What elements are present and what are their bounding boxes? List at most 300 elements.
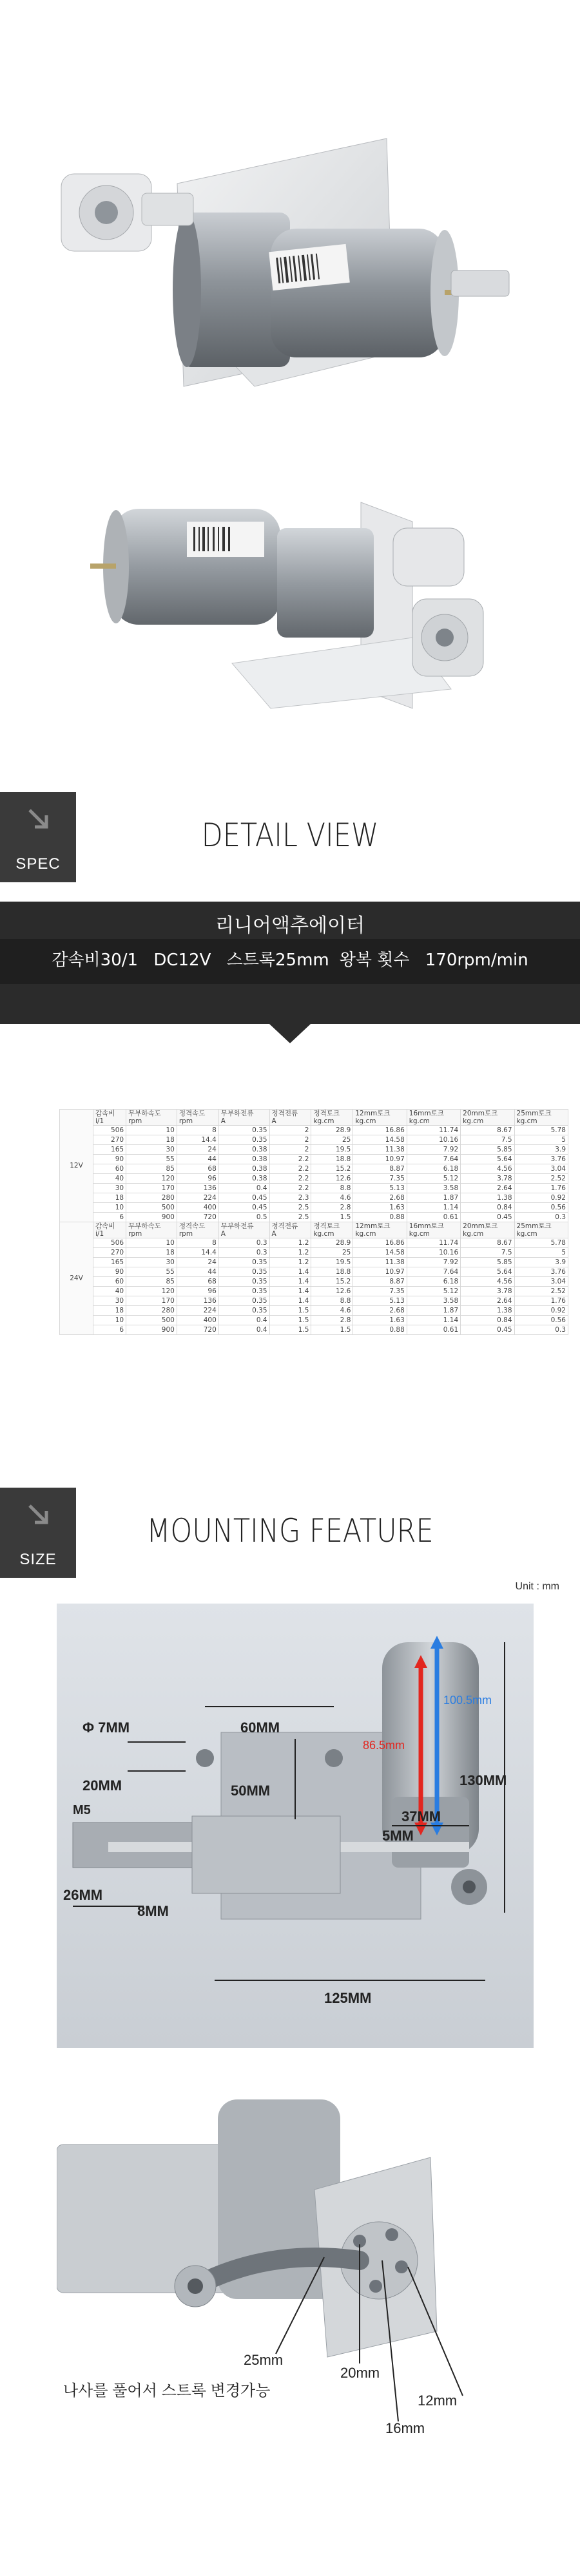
spec-cell: 280 (126, 1306, 177, 1316)
spec-cell: 30 (93, 1184, 126, 1193)
spec-cell: 0.3 (514, 1213, 568, 1222)
spec-cell: 7.92 (407, 1258, 460, 1267)
stroke-16mm: 16mm (385, 2420, 425, 2436)
mounting-photo (57, 1604, 534, 2048)
spec-cell: 0.38 (218, 1164, 269, 1174)
dim-hole-diameter: Φ 7MM (82, 1719, 130, 1736)
spec-cell: 2.64 (461, 1184, 514, 1193)
spec-cell: 6.18 (407, 1277, 460, 1287)
spec-cell: 2.52 (514, 1174, 568, 1184)
spec-cell: 30 (93, 1296, 126, 1306)
spec-cell: 25 (311, 1248, 353, 1258)
spec-cell: 96 (177, 1287, 218, 1296)
header-unit: rpm (128, 1117, 142, 1125)
spec-cell: 1.4 (269, 1277, 311, 1287)
spec-column-header (353, 1222, 407, 1238)
spec-cell: 270 (93, 1135, 126, 1145)
header-label: 12mm토크 (355, 1110, 391, 1117)
spec-cell: 500 (126, 1316, 177, 1325)
mounting-diagram (57, 1604, 534, 2048)
spec-cell: 165 (93, 1145, 126, 1155)
spec-cell: 0.61 (407, 1213, 460, 1222)
spec-cell: 1.5 (311, 1213, 353, 1222)
voltage-cell: 12V (60, 1110, 93, 1222)
stroke-photo (57, 2087, 534, 2557)
spec-cell: 0.84 (461, 1203, 514, 1213)
spec-cell: 16.86 (353, 1238, 407, 1248)
dim-m5-thread: M5 (73, 1803, 91, 1817)
spec-cell: 506 (93, 1126, 126, 1135)
spec-cell: 19.5 (311, 1258, 353, 1267)
dim-8mm: 8MM (137, 1903, 169, 1919)
spec-cell: 14.58 (353, 1248, 407, 1258)
spec-cell: 3.9 (514, 1258, 568, 1267)
spec-cell: 0.92 (514, 1193, 568, 1203)
spec-column-header (353, 1110, 407, 1126)
header-unit: kg.cm (355, 1230, 376, 1238)
header-unit: i/1 (95, 1117, 104, 1125)
spec-cell: 6 (93, 1213, 126, 1222)
header-label: 정격토크 (313, 1222, 340, 1230)
spec-cell: 7.5 (461, 1135, 514, 1145)
spec-column-header (218, 1110, 269, 1126)
spec-row (60, 1287, 568, 1296)
spec-cell: 3.58 (407, 1184, 460, 1193)
spec-column-header (311, 1222, 353, 1238)
spec-cell: 4.6 (311, 1193, 353, 1203)
spec-cell: 0.92 (514, 1306, 568, 1316)
spec-voltage: DC12V (153, 951, 211, 970)
spec-cell: 2.64 (461, 1296, 514, 1306)
spec-row (60, 1258, 568, 1267)
spec-cell: 0.38 (218, 1155, 269, 1164)
spec-cell: 5.12 (407, 1287, 460, 1296)
stroke-12mm: 12mm (418, 2392, 458, 2409)
spec-cell: 85 (126, 1164, 177, 1174)
spec-cell: 0.35 (218, 1287, 269, 1296)
header-label: 12mm토크 (355, 1222, 391, 1230)
spec-cell: 2.2 (269, 1184, 311, 1193)
spec-cell: 1.14 (407, 1203, 460, 1213)
header-label: 20mm토크 (463, 1222, 498, 1230)
header-unit: rpm (179, 1117, 193, 1125)
spec-table (59, 1109, 568, 1335)
spec-cell: 14.58 (353, 1135, 407, 1145)
spec-cell: 11.38 (353, 1258, 407, 1267)
spec-cell: 18 (126, 1248, 177, 1258)
spec-column-header (269, 1110, 311, 1126)
spec-cell: 2.5 (269, 1213, 311, 1222)
spec-column-header (218, 1222, 269, 1238)
header-label: 감속비 (95, 1222, 115, 1230)
spec-column-header (407, 1110, 460, 1126)
spec-cell: 10 (126, 1126, 177, 1135)
spec-cycles-value: 170rpm/min (425, 951, 528, 970)
header-unit: kg.cm (516, 1230, 537, 1238)
spec-cell: 6.18 (407, 1164, 460, 1174)
spec-cell: 0.4 (218, 1325, 269, 1335)
spec-cell: 3.58 (407, 1296, 460, 1306)
spec-cell: 19.5 (311, 1145, 353, 1155)
spec-column-header (93, 1110, 126, 1126)
spec-column-header (514, 1222, 568, 1238)
dim-37mm: 37MM (401, 1808, 441, 1824)
dim-hole-spacing: 60MM (240, 1719, 280, 1736)
header-label: 20mm토크 (463, 1110, 498, 1117)
spec-cell: 400 (177, 1203, 218, 1213)
spec-cell: 280 (126, 1193, 177, 1203)
spec-cell: 5.13 (353, 1296, 407, 1306)
spec-cell: 1.38 (461, 1306, 514, 1316)
spec-cell: 10 (126, 1238, 177, 1248)
spec-cell: 44 (177, 1267, 218, 1277)
spec-cell: 1.76 (514, 1296, 568, 1306)
stroke-change-caption: 나사를 풀어서 스트록 변경가능 (63, 2382, 271, 2400)
spec-column-header (126, 1222, 177, 1238)
spec-cell: 0.35 (218, 1267, 269, 1277)
spec-cell: 0.88 (353, 1213, 407, 1222)
spec-cell: 500 (126, 1203, 177, 1213)
spec-cell: 1.5 (311, 1325, 353, 1335)
spec-column-header (93, 1222, 126, 1238)
spec-row (60, 1164, 568, 1174)
header-unit: kg.cm (313, 1230, 334, 1238)
spec-row (60, 1203, 568, 1213)
spec-cell: 136 (177, 1184, 218, 1193)
spec-cell: 96 (177, 1174, 218, 1184)
spec-reduction-ratio: 감속비30/1 (52, 951, 139, 970)
spec-cell: 224 (177, 1306, 218, 1316)
spec-cell: 3.04 (514, 1164, 568, 1174)
spec-cell: 12.6 (311, 1287, 353, 1296)
spec-cell: 4.56 (461, 1164, 514, 1174)
spec-cell: 5.85 (461, 1258, 514, 1267)
spec-cell: 25 (311, 1135, 353, 1145)
header-unit: kg.cm (516, 1117, 537, 1125)
spec-column-header (126, 1110, 177, 1126)
spec-cell: 11.74 (407, 1238, 460, 1248)
spec-cell: 0.3 (218, 1238, 269, 1248)
spec-cell: 0.3 (514, 1325, 568, 1335)
product-photo-front (0, 0, 580, 464)
spec-cell: 15.2 (311, 1277, 353, 1287)
spec-cell: 10.97 (353, 1267, 407, 1277)
spec-cell: 14.4 (177, 1135, 218, 1145)
spec-column-header (177, 1110, 218, 1126)
spec-cell: 2.52 (514, 1287, 568, 1296)
spec-cell: 3.9 (514, 1145, 568, 1155)
spec-cell: 2.68 (353, 1193, 407, 1203)
spec-row (60, 1145, 568, 1155)
spec-cell: 506 (93, 1238, 126, 1248)
spec-cell: 1.38 (461, 1193, 514, 1203)
spec-cell: 11.74 (407, 1126, 460, 1135)
spec-column-header (311, 1110, 353, 1126)
spec-cell: 8.87 (353, 1277, 407, 1287)
header-label: 16mm토크 (409, 1222, 444, 1230)
spec-cell: 40 (93, 1287, 126, 1296)
header-label: 정격전류 (271, 1222, 298, 1230)
header-unit: kg.cm (409, 1117, 430, 1125)
spec-row (60, 1296, 568, 1306)
spec-cell: 68 (177, 1164, 218, 1174)
spec-row (60, 1238, 568, 1248)
spec-cell: 0.4 (218, 1184, 269, 1193)
stroke-adjust-photo (57, 2087, 534, 2557)
spec-cell: 0.35 (218, 1126, 269, 1135)
spec-cell: 18.8 (311, 1155, 353, 1164)
header-label: 25mm토크 (516, 1222, 552, 1230)
spec-cell: 90 (93, 1267, 126, 1277)
spec-cell: 0.4 (218, 1316, 269, 1325)
spec-cell: 1.2 (269, 1258, 311, 1267)
spec-cell: 720 (177, 1325, 218, 1335)
spec-cell: 400 (177, 1316, 218, 1325)
spec-cell: 0.35 (218, 1258, 269, 1267)
spec-cell: 270 (93, 1248, 126, 1258)
spec-cell: 5.64 (461, 1155, 514, 1164)
header-unit: A (220, 1117, 226, 1125)
spec-cell: 0.88 (353, 1325, 407, 1335)
spec-cell: 7.64 (407, 1155, 460, 1164)
spec-cell: 0.35 (218, 1277, 269, 1287)
spec-cell: 7.35 (353, 1287, 407, 1296)
spec-cell: 18 (93, 1193, 126, 1203)
header-label: 정격속도 (179, 1110, 206, 1117)
product-photo-side (0, 477, 580, 786)
spec-cell: 8.67 (461, 1126, 514, 1135)
spec-column-header (269, 1222, 311, 1238)
spec-cell: 10.97 (353, 1155, 407, 1164)
spec-cell: 60 (93, 1277, 126, 1287)
spec-cell: 0.38 (218, 1145, 269, 1155)
spec-cell: 0.38 (218, 1174, 269, 1184)
spec-row (60, 1213, 568, 1222)
spec-cell: 12.6 (311, 1174, 353, 1184)
dim-100-5mm: 100.5mm (443, 1694, 492, 1707)
header-unit: i/1 (95, 1230, 104, 1238)
spec-cell: 0.56 (514, 1316, 568, 1325)
spec-header-row (60, 1110, 568, 1126)
spec-cell: 5.78 (514, 1238, 568, 1248)
spec-cell: 0.35 (218, 1306, 269, 1316)
spec-cycles-label: 왕복 횟수 (339, 951, 410, 970)
spec-stroke: 스트록25mm (226, 951, 329, 970)
spec-cell: 5.13 (353, 1184, 407, 1193)
spec-cell: 8.87 (353, 1164, 407, 1174)
header-unit: kg.cm (409, 1230, 430, 1238)
spec-cell: 2.2 (269, 1164, 311, 1174)
spec-cell: 2 (269, 1145, 311, 1155)
header-label: 무부하속도 (128, 1110, 161, 1117)
header-label: 정격속도 (179, 1222, 206, 1230)
spec-cell: 18 (126, 1135, 177, 1145)
spec-cell: 1.4 (269, 1267, 311, 1277)
spec-cell: 15.2 (311, 1164, 353, 1174)
dim-5mm: 5MM (382, 1828, 414, 1844)
spec-column-header (461, 1222, 514, 1238)
spec-header-row (60, 1222, 568, 1238)
spec-cell: 165 (93, 1258, 126, 1267)
spec-badge-label: SPEC (15, 855, 61, 873)
header-label: 무부하전류 (220, 1222, 254, 1230)
spec-column-header (177, 1222, 218, 1238)
spec-row (60, 1184, 568, 1193)
spec-column-header (407, 1222, 460, 1238)
dim-26mm: 26MM (63, 1887, 103, 1903)
spec-cell: 0.45 (461, 1325, 514, 1335)
product-name: 리니어액추에이터 (215, 914, 365, 937)
spec-cell: 1.14 (407, 1316, 460, 1325)
spec-cell: 14.4 (177, 1248, 218, 1258)
spec-cell: 0.3 (218, 1248, 269, 1258)
spec-cell: 2 (269, 1135, 311, 1145)
spec-cell: 0.56 (514, 1203, 568, 1213)
spec-cell: 2.3 (269, 1193, 311, 1203)
spec-cell: 7.5 (461, 1248, 514, 1258)
spec-cell: 5.64 (461, 1267, 514, 1277)
header-unit: kg.cm (313, 1117, 334, 1125)
spec-row (60, 1174, 568, 1184)
spec-cell: 136 (177, 1296, 218, 1306)
spec-cell: 1.63 (353, 1203, 407, 1213)
spec-cell: 10.16 (407, 1135, 460, 1145)
spec-cell: 10 (93, 1316, 126, 1325)
header-unit: rpm (128, 1230, 142, 1238)
dim-86-5mm: 86.5mm (363, 1739, 405, 1752)
product-banner (0, 902, 580, 1024)
header-label: 25mm토크 (516, 1110, 552, 1117)
spec-cell: 2.2 (269, 1174, 311, 1184)
spec-cell: 900 (126, 1325, 177, 1335)
spec-cell: 0.5 (218, 1213, 269, 1222)
spec-cell: 4.56 (461, 1277, 514, 1287)
header-unit: kg.cm (463, 1230, 484, 1238)
size-section-header (0, 1488, 580, 1578)
spec-row (60, 1155, 568, 1164)
spec-cell: 3.76 (514, 1155, 568, 1164)
spec-cell: 0.61 (407, 1325, 460, 1335)
spec-cell: 28.9 (311, 1238, 353, 1248)
spec-row (60, 1277, 568, 1287)
spec-cell: 44 (177, 1155, 218, 1164)
spec-cell: 28.9 (311, 1126, 353, 1135)
spec-cell: 0.35 (218, 1135, 269, 1145)
spec-cell: 0.45 (461, 1213, 514, 1222)
spec-cell: 30 (126, 1145, 177, 1155)
spec-cell: 8.8 (311, 1296, 353, 1306)
spec-row (60, 1306, 568, 1316)
spec-cell: 0.84 (461, 1316, 514, 1325)
spec-cell: 3.76 (514, 1267, 568, 1277)
spec-cell: 0.35 (218, 1296, 269, 1306)
spec-cell: 1.76 (514, 1184, 568, 1193)
spec-cell: 2.68 (353, 1306, 407, 1316)
spec-cell: 900 (126, 1213, 177, 1222)
spec-cell: 1.5 (269, 1325, 311, 1335)
spec-cell: 8.67 (461, 1238, 514, 1248)
header-unit: A (271, 1117, 276, 1125)
spec-cell: 10 (93, 1203, 126, 1213)
voltage-cell: 24V (60, 1222, 93, 1335)
header-label: 무부하속도 (128, 1222, 161, 1230)
spec-cell: 1.2 (269, 1238, 311, 1248)
stroke-25mm: 25mm (244, 2352, 284, 2368)
header-unit: A (271, 1230, 276, 1238)
section-title-mounting-feature: MOUNTING FEATURE (146, 1512, 434, 1549)
spec-cell: 5.12 (407, 1174, 460, 1184)
header-label: 무부하전류 (220, 1110, 254, 1117)
banner-notch (269, 1024, 311, 1043)
spec-cell: 4.6 (311, 1306, 353, 1316)
dim-130mm: 130MM (459, 1772, 507, 1788)
size-badge-label: SIZE (19, 1551, 57, 1568)
spec-cell: 3.78 (461, 1287, 514, 1296)
dim-20mm: 20MM (82, 1777, 122, 1794)
spec-cell: 3.78 (461, 1174, 514, 1184)
spec-cell: 1.5 (269, 1306, 311, 1316)
spec-cell: 10.16 (407, 1248, 460, 1258)
spec-row (60, 1325, 568, 1335)
spec-row (60, 1193, 568, 1203)
spec-cell: 720 (177, 1213, 218, 1222)
spec-cell: 7.35 (353, 1174, 407, 1184)
spec-cell: 170 (126, 1184, 177, 1193)
spec-cell: 1.2 (269, 1248, 311, 1258)
spec-cell: 7.92 (407, 1145, 460, 1155)
header-label: 감속비 (95, 1110, 115, 1117)
spec-row (60, 1135, 568, 1145)
spec-cell: 5.78 (514, 1126, 568, 1135)
spec-cell: 55 (126, 1267, 177, 1277)
header-unit: kg.cm (463, 1117, 484, 1125)
header-unit: A (220, 1230, 226, 1238)
spec-cell: 55 (126, 1155, 177, 1164)
spec-cell: 2.5 (269, 1203, 311, 1213)
spec-cell: 11.38 (353, 1145, 407, 1155)
spec-cell: 60 (93, 1164, 126, 1174)
spec-cell: 24 (177, 1258, 218, 1267)
spec-cell: 24 (177, 1145, 218, 1155)
spec-cell: 30 (126, 1258, 177, 1267)
spec-cell: 40 (93, 1174, 126, 1184)
spec-cell: 68 (177, 1277, 218, 1287)
spec-column-header (514, 1110, 568, 1126)
spec-cell: 8 (177, 1126, 218, 1135)
header-label: 정격전류 (271, 1110, 298, 1117)
spec-cell: 0.45 (218, 1193, 269, 1203)
spec-row (60, 1248, 568, 1258)
spec-cell: 8.8 (311, 1184, 353, 1193)
spec-cell: 2 (269, 1126, 311, 1135)
spec-column-header (461, 1110, 514, 1126)
spec-cell: 120 (126, 1174, 177, 1184)
spec-cell: 1.87 (407, 1193, 460, 1203)
stroke-20mm: 20mm (340, 2365, 380, 2381)
spec-cell: 5 (514, 1135, 568, 1145)
spec-row (60, 1316, 568, 1325)
dim-50mm: 50MM (231, 1783, 271, 1799)
spec-cell: 5.85 (461, 1145, 514, 1155)
spec-cell: 1.87 (407, 1306, 460, 1316)
spec-cell: 7.64 (407, 1267, 460, 1277)
dim-125mm: 125MM (324, 1990, 372, 2006)
spec-cell: 2.8 (311, 1316, 353, 1325)
spec-cell: 5 (514, 1248, 568, 1258)
spec-cell: 224 (177, 1193, 218, 1203)
spec-cell: 2.2 (269, 1155, 311, 1164)
product-spec-line (0, 947, 580, 971)
